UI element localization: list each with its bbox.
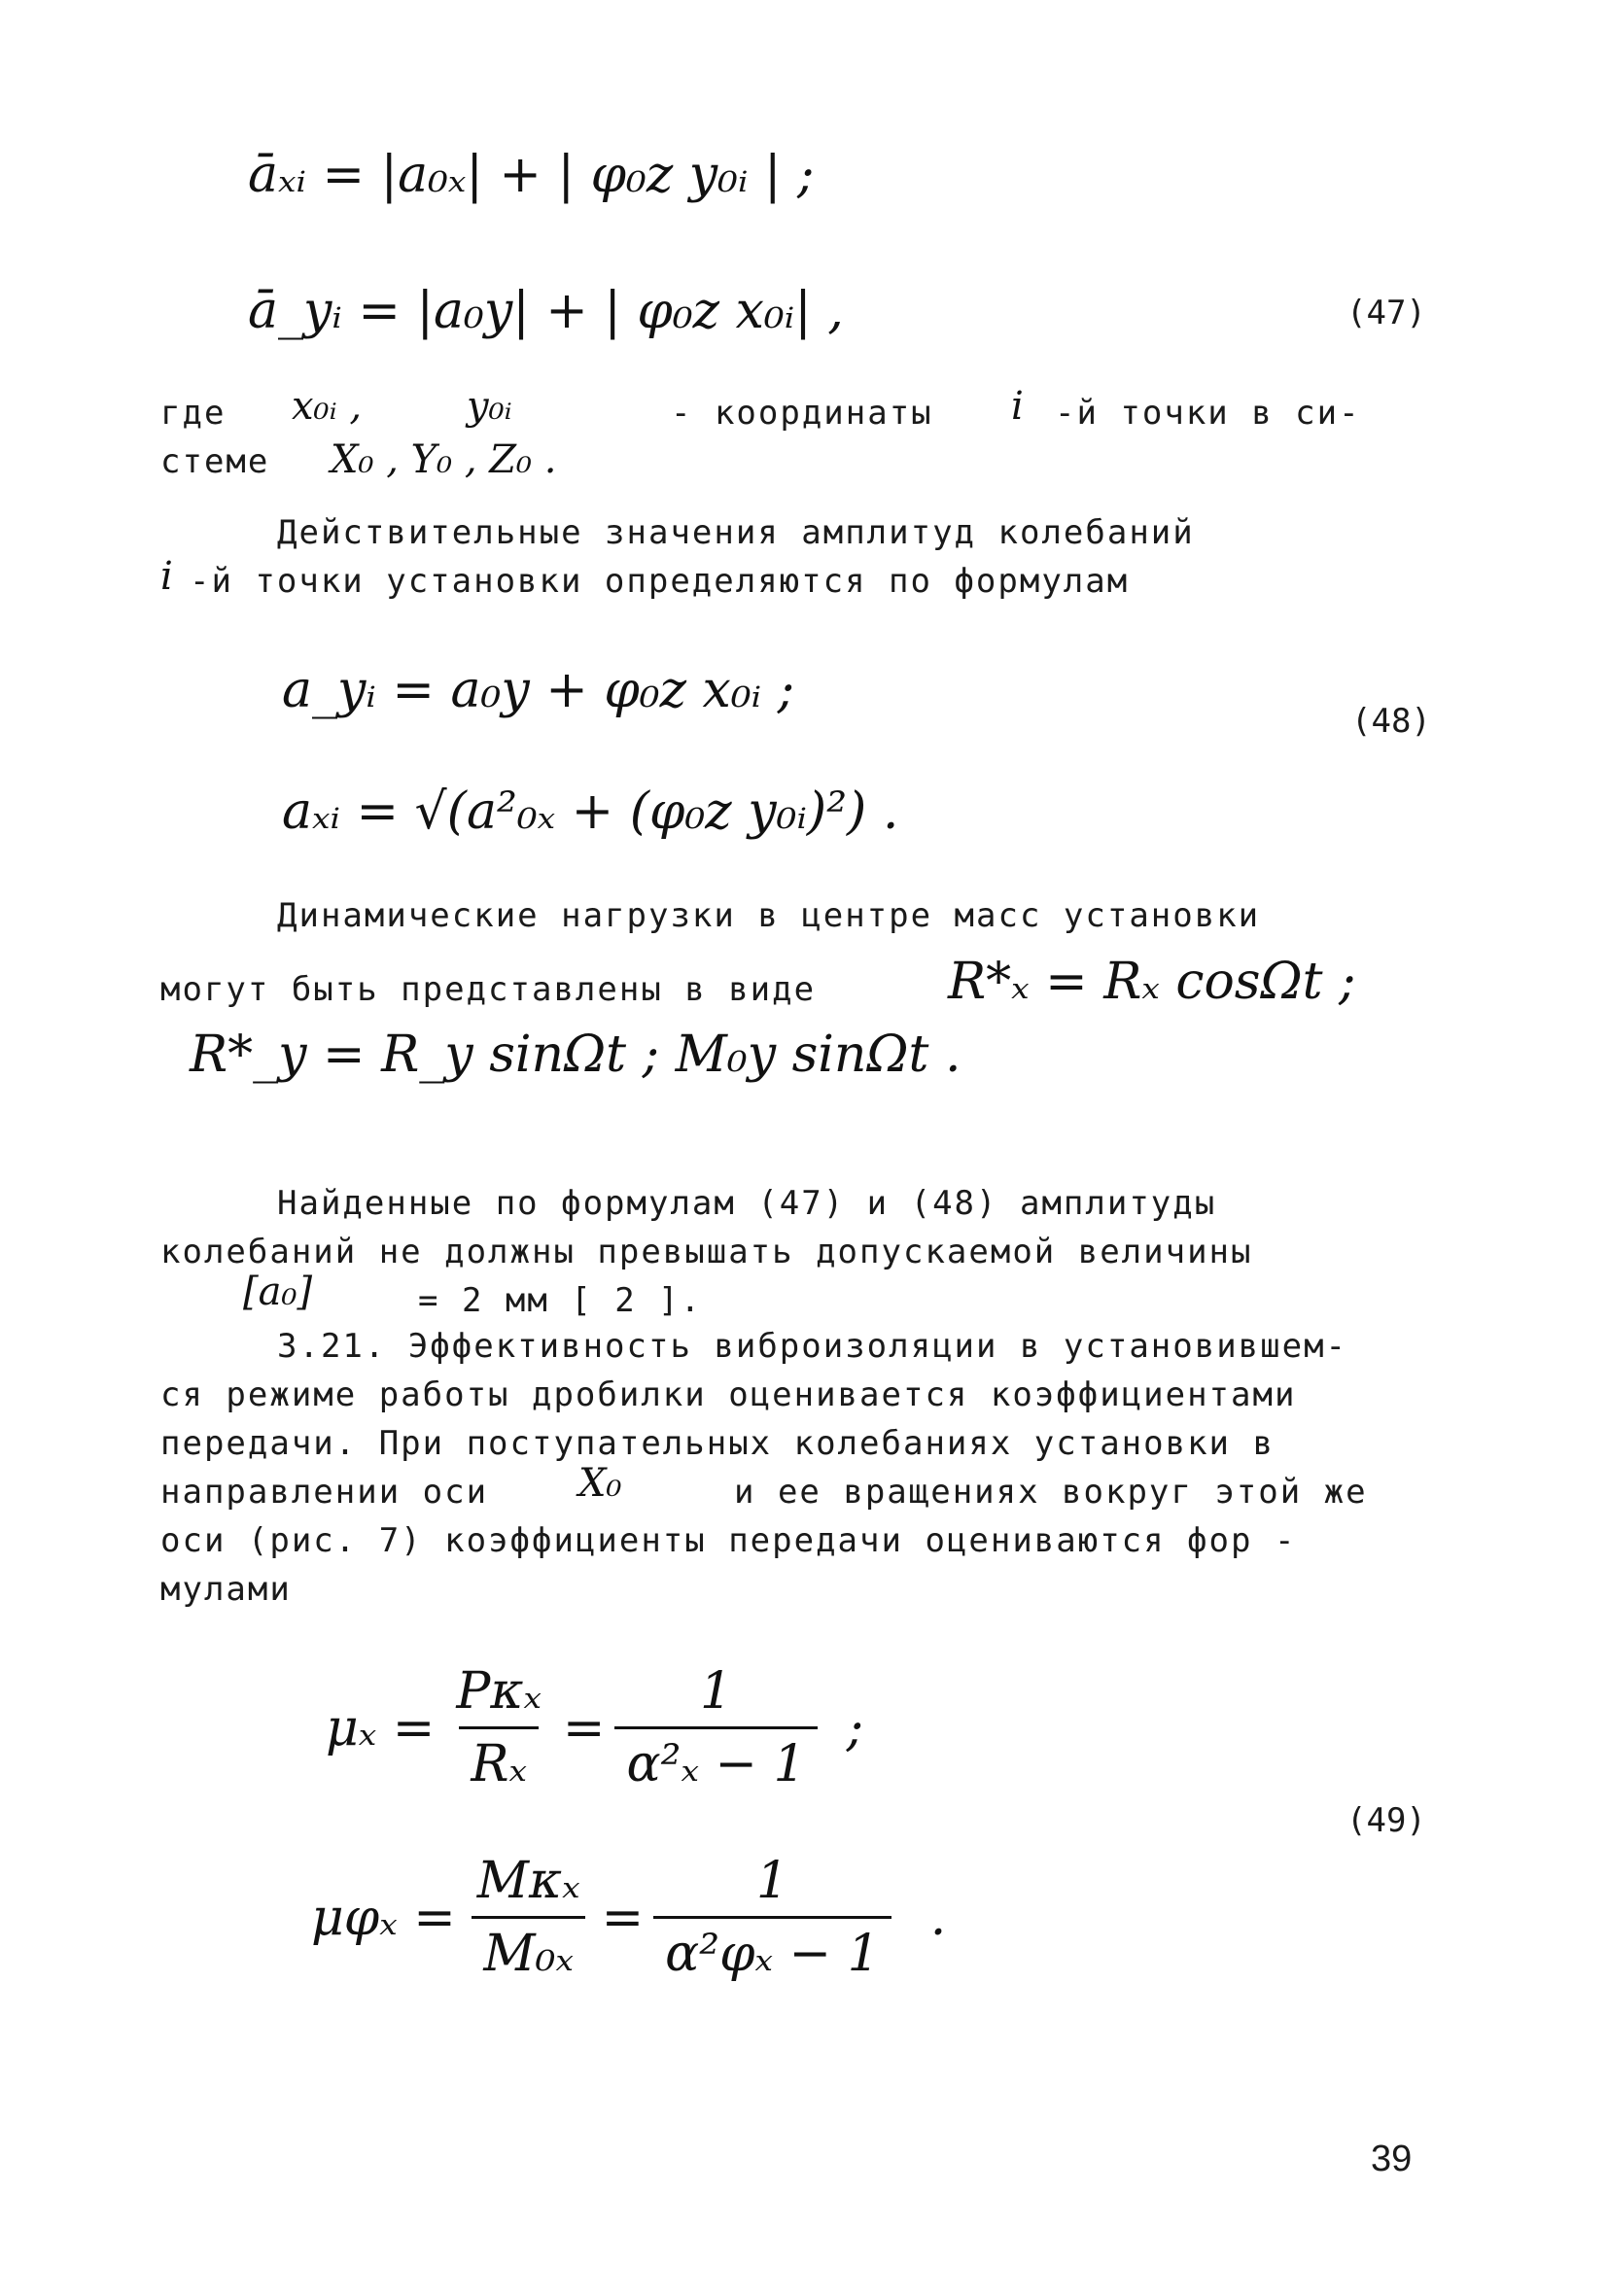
eq49-line1-den1: Rₓ [459,1726,539,1793]
where-point: -й точки в си- [1055,394,1361,433]
s321-line4a: направлении оси [160,1473,489,1512]
system-axes: X₀ , Y₀ , Z₀ . [331,437,557,482]
s321-axis: X₀ [578,1461,622,1506]
para3-line3: = 2 мм [ 2 ]. [418,1281,703,1320]
eq49-line1-frac1 [444,1662,553,1793]
eq49-line1-lhs: μₓ = [326,1698,436,1757]
para3-formula: [a₀] [243,1270,313,1314]
para3-line1: Найденные по формулам (47) и (48) амплитуды [277,1184,1217,1223]
s321-line3: передачи. При поступательных колебаниях установки в [160,1424,1275,1463]
s321-line6: мулами [160,1570,292,1609]
eq49-line2-den1: M₀ₓ [472,1916,585,1983]
s321-line4b: и ее вращениях вокруг этой же [734,1473,1368,1512]
eq49-line2-num2: 1 [755,1852,788,1910]
system-word: стеме [160,442,270,481]
eq49-line2-equals: = [601,1888,645,1947]
loads-line1: R*ₓ = Rₓ cosΩt ; [948,953,1356,1011]
eq49-line2 [311,1852,946,1983]
s321-line5: оси (рис. 7) коэффициенты передачи оцениваются фор - [160,1521,1297,1560]
para3-line2: колебаний не должны превышать допускаемой величины [160,1233,1253,1271]
eq47-number: (47) [1346,294,1426,332]
eq49-line1-end: ; [846,1698,864,1757]
where-word: где [160,394,227,433]
eq49-line2-den2: α²φₓ − 1 [653,1916,891,1983]
where-y: y₀ᵢ [467,384,512,429]
eq49-line2-frac1 [466,1852,592,1983]
eq49-line2-frac2 [653,1852,891,1983]
eq48-line1: a_yᵢ = a₀y + φ₀z x₀ᵢ ; [282,661,795,719]
eq48-number: (48) [1351,702,1431,741]
eq47-line2: ā_yᵢ = |a₀y| + | φ₀z x₀ᵢ| , [248,282,844,340]
s321-line2: ся режиме работы дробилки оценивается коэффициентами [160,1375,1297,1414]
where-x: x₀ᵢ , [292,384,363,429]
where-coords: - координаты [671,394,933,433]
para1-i: i [160,554,173,599]
eq49-line2-end: . [929,1888,947,1947]
page-number: 39 [1371,2139,1413,2179]
para2-line1: Динамические нагрузки в центре масс установки [277,896,1261,935]
eq49-line2-lhs: μφₓ = [311,1888,456,1947]
eq49-line1-num1: Pκₓ [456,1662,542,1721]
eq49-line1-den2: α²ₓ − 1 [614,1726,817,1793]
eq49-line2-num1: Mκₓ [476,1852,580,1910]
para2-line2: могут быть представлены в виде [160,970,817,1009]
para1-line2: -й точки установки определяются по формулам [190,562,1130,601]
eq47-line1: āₓᵢ = |a₀ₓ| + | φ₀z y₀ᵢ | ; [248,146,815,204]
eq49-number: (49) [1346,1801,1426,1840]
where-i: i [1011,384,1024,429]
para1-line1: Действительные значения амплитуд колебаний [277,513,1195,552]
s321-line1: 3.21. Эффективность виброизоляции в установившем- [277,1327,1348,1366]
eq49-line1-equals: = [562,1698,606,1757]
eq48-line2: aₓᵢ = √(a²₀ₓ + (φ₀z y₀ᵢ)²) . [282,783,899,841]
eq49-line1 [326,1662,863,1793]
loads-line2: R*_y = R_y sinΩt ; M₀y sinΩt . [190,1026,961,1084]
eq49-line1-frac2 [614,1662,817,1793]
eq49-line1-num2: 1 [700,1662,733,1721]
